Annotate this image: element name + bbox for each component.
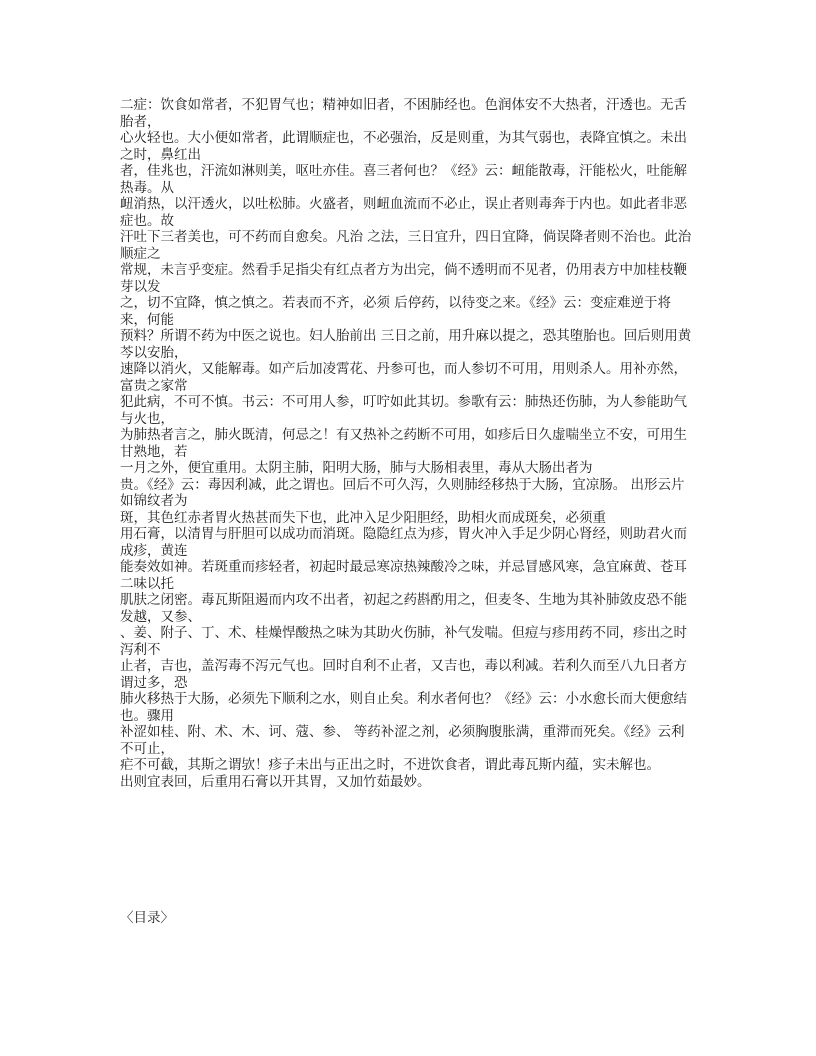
text-line: 止者，吉也，盖泻毒不泻元气也。回时自利不止者，又吉也，毒以利减。若利久而至八九日者方谓过多，恐 — [120, 658, 687, 691]
text-line: 速降以消火，又能解毒。如产后加凌霄花、丹参可也，而人参切不可用，用则杀人。用补亦然，富贵之家常 — [120, 361, 687, 394]
text-line: 一月之外，便宜重用。太阴主肺，阳明大肠，肺与大肠相表里，毒从大肠出者为 — [120, 460, 593, 476]
table-of-contents-link[interactable]: 〈目录〉 — [120, 910, 174, 926]
text-line: 斑，其色红赤者胃火热甚而失下也，此冲入足少阳胆经，助相火而成斑矣，必须重 — [120, 509, 606, 526]
text-line: 之，切不宜降，慎之慎之。若表而不齐，必须 后停药，以待变之来。《经》云：变症难逆于将来，何能 — [120, 295, 672, 328]
text-line: 补涩如桂、附、术、木、诃、蔻、参、 等药补涩之剂，必须胸腹胀满，重滞而死矣。《经》云利不可止， — [120, 724, 685, 757]
text-line: 为肺热者言之，肺火既清，何忌之！有又热补之药断不可用，如疹后日久虚喘坐立不安，可用生甘熟地，若 — [120, 427, 687, 460]
text-line: 出则宜表回，后重用石膏以开其胃，又加竹茹最妙。 — [120, 773, 431, 790]
text-line: 汗吐下三者美也，可不药而自愈矣。凡治 之法，三日宜升，四日宜降，倘误降者则不治也。此治顺症之 — [120, 229, 692, 262]
text-line: 常规，未言乎变症。然看手足指尖有红点者方为出完，倘不透明而不见者，仍用表方中加桂枝鞭芽以发 — [120, 262, 687, 295]
text-line: 二症：饮食如常者，不犯胃气也；精神如旧者，不困肺经也。色润体安不大热者，汗透也。无舌胎者， — [120, 97, 687, 130]
text-line: 用石膏，以清胃与肝胆可以成功而消斑。隐隐红点为疹，胃火冲入手足少阴心肾经，则助君火而成疹，黄连 — [120, 526, 687, 559]
document-body — [120, 97, 698, 790]
text-line: 、姜、附子、丁、术、桂燥悍酸热之味为其助火伤肺，补气发喘。但痘与疹用药不同，疹出之时泻利不 — [120, 625, 687, 658]
text-line: 疟不可截，其斯之谓欤！疹子未出与正出之时，不进饮食者，谓此毒瓦斯内蕴，实未解也。 — [120, 757, 660, 773]
text-line: 能奏效如神。若斑重而疹轻者，初起时最忌寒凉热辣酸冷之味，并忌冒感风寒，急宜麻黄、苍耳二味以托 — [120, 559, 687, 592]
text-line: 者，佳兆也，汗流如淋则美，呕吐亦佳。喜三者何也？《经》云：衄能散毒，汗能松火，吐能解热毒。从 — [120, 163, 687, 196]
text-line: 心火轻也。大小便如常者，此谓顺症也，不必强治，反是则重，为其气弱也，表降宜慎之。未出之时，鼻红出 — [120, 130, 687, 163]
text-line: 肺火移热于大肠，必须先下顺利之水，则自止矣。利水者何也？《经》云：小水愈长而大便愈结也。骤用 — [120, 691, 687, 724]
text-line: 犯此病，不可不慎。书云：不可用人参，叮咛如此其切。参歌有云：肺热还伤肺，为人参能助气与火也， — [120, 394, 687, 427]
text-line: 预料？所谓不药为中医之说也。妇人胎前出 三日之前，用升麻以提之，恐其堕胎也。回后则用黄芩以安胎， — [120, 328, 692, 361]
text-line: 肌肤之闭密。毒瓦斯阻遏而内攻不出者，初起之药斟酌用之，但麦冬、生地为其补肺敛皮恐不能发越，又参、 — [120, 592, 687, 625]
text-line: 贵。《经》云：毒因利减，此之谓也。回后不可久泻，久则肺经移热于大肠，宜凉肠。 出形云片如锦纹者为 — [120, 476, 685, 509]
text-line: 衄消热，以汗透火，以吐松肺。火盛者，则衄血流而不必止，误止者则毒奔于内也。如此者非恶症也。故 — [120, 196, 687, 229]
